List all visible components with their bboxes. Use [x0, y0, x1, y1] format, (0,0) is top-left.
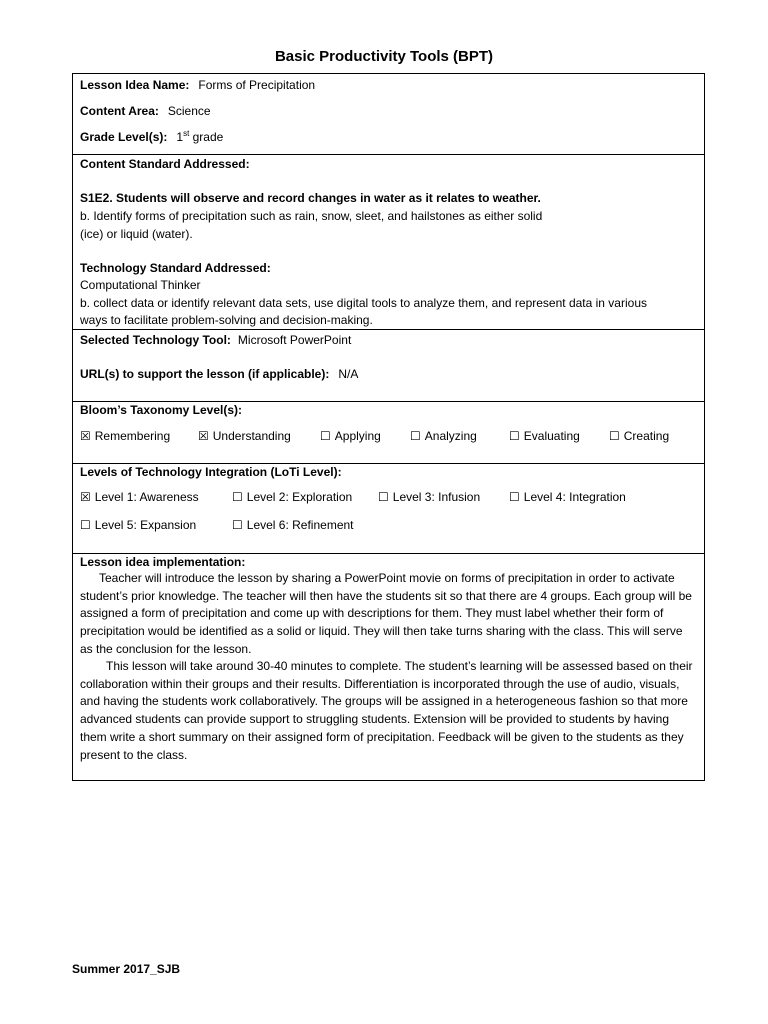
content-area-label: Content Area:	[80, 104, 159, 118]
technology-standard-heading: Technology Standard Addressed:	[80, 261, 271, 275]
page-title: Basic Productivity Tools (BPT)	[274, 48, 494, 65]
checkbox-unchecked-icon[interactable]: ☐	[410, 429, 421, 443]
checkbox-unchecked-icon[interactable]: ☐	[232, 518, 243, 532]
loti-level-1[interactable]: ☒ Level 1: Awareness	[80, 490, 199, 504]
lesson-name-value: Forms of Precipitation	[198, 78, 316, 92]
lesson-name-label: Lesson Idea Name:	[80, 78, 190, 92]
implementation-paragraph-1: Teacher will introduce the lesson by sharing a PowerPoint movie on forms of precipitation in order to activate student’s prior knowledge. The teacher will then have the students sit so that there are 4 groups. Each group will be assigned a form of precipitation and come up with descriptions for them. They must label whether their form of precipitation would be identified as a solid or liquid. They will then take turns sharing with the class. This will serve as the conclusion for the lesson.	[80, 571, 692, 656]
selected-tool-value: Microsoft PowerPoint	[237, 333, 352, 347]
loti-level-3[interactable]: ☐ Level 3: Infusion	[378, 490, 481, 504]
standards-section	[73, 155, 704, 330]
loti-heading: Levels of Technology Integration (LoTi Level):	[80, 465, 342, 479]
grade-text: grade	[189, 130, 224, 144]
content-standard-heading: Content Standard Addressed:	[80, 157, 250, 171]
implementation-section	[73, 554, 704, 780]
checkbox-checked-icon[interactable]: ☒	[80, 490, 91, 504]
loti-level-2[interactable]: ☐ Level 2: Exploration	[232, 490, 353, 504]
implementation-paragraph-2: This lesson will take around 30-40 minutes to complete. The student’s learning will be assessed based on their collaboration within their groups and their results. Differentiation is incorporated through the use of audio, visuals, and having the students work collaboratively. The groups will be assigned in a heterogeneous fashion so that more advanced students can provide support to struggling students. Extension will be provided to students by having them write a short summary on their assigned form of precipitation. Feedback will be given to the students as they present to the class.	[80, 659, 693, 762]
grade-number: 1	[176, 130, 184, 144]
blooms-evaluating[interactable]: ☐ Evaluating	[509, 429, 580, 443]
bpt-form	[72, 73, 705, 781]
checkbox-unchecked-icon[interactable]: ☐	[509, 490, 520, 504]
content-standard-line-b: b. Identify forms of precipitation such as rain, snow, sleet, and hailstones as either solid	[80, 209, 543, 223]
content-standard-code: S1E2. Students will observe and record changes in water as it relates to weather.	[80, 191, 541, 205]
loti-level-5[interactable]: ☐ Level 5: Expansion	[80, 518, 197, 532]
blooms-remembering[interactable]: ☒ Remembering	[80, 429, 171, 443]
selected-tool-label: Selected Technology Tool:	[80, 333, 231, 347]
content-standard-line-c: (ice) or liquid (water).	[80, 227, 193, 241]
technology-standard-name: Computational Thinker	[80, 278, 201, 292]
checkbox-unchecked-icon[interactable]: ☐	[378, 490, 389, 504]
checkbox-unchecked-icon[interactable]: ☐	[609, 429, 620, 443]
url-value: N/A	[338, 367, 359, 381]
technology-standard-line-b: b. collect data or identify relevant data sets, use digital tools to analyze them, and represent data in various	[80, 296, 647, 310]
checkbox-checked-icon[interactable]: ☒	[198, 429, 209, 443]
blooms-analyzing[interactable]: ☐ Analyzing	[410, 429, 477, 443]
loti-level-6[interactable]: ☐ Level 6: Refinement	[232, 518, 354, 532]
technology-standard-line-c: ways to facilitate problem-solving and decision-making.	[80, 313, 373, 327]
checkbox-unchecked-icon[interactable]: ☐	[232, 490, 243, 504]
blooms-creating[interactable]: ☐ Creating	[609, 429, 670, 443]
loti-section	[73, 464, 704, 554]
content-area-value: Science	[167, 104, 211, 118]
url-row	[80, 366, 698, 383]
selected-tool-row	[80, 332, 698, 349]
grade-level-label: Grade Level(s):	[80, 130, 168, 144]
grade-level-value	[176, 130, 223, 144]
implementation-heading: Lesson idea implementation:	[80, 555, 246, 569]
lesson-name-row	[80, 77, 698, 94]
blooms-understanding[interactable]: ☒ Understanding	[198, 429, 291, 443]
loti-level-4[interactable]: ☐ Level 4: Integration	[509, 490, 626, 504]
checkbox-unchecked-icon[interactable]: ☐	[320, 429, 331, 443]
blooms-heading: Bloom’s Taxonomy Level(s):	[80, 403, 243, 417]
grade-level-row	[80, 129, 698, 146]
technology-tool-section	[73, 330, 704, 402]
checkbox-unchecked-icon[interactable]: ☐	[80, 518, 91, 532]
content-area-row	[80, 103, 698, 120]
page-footer: Summer 2017_SJB	[72, 962, 181, 976]
checkbox-checked-icon[interactable]: ☒	[80, 429, 91, 443]
checkbox-unchecked-icon[interactable]: ☐	[509, 429, 520, 443]
grade-ordinal: st	[183, 129, 190, 138]
blooms-section	[73, 402, 704, 464]
blooms-applying[interactable]: ☐ Applying	[320, 429, 381, 443]
url-label: URL(s) to support the lesson (if applicable):	[80, 367, 330, 381]
lesson-info-section	[73, 74, 704, 155]
